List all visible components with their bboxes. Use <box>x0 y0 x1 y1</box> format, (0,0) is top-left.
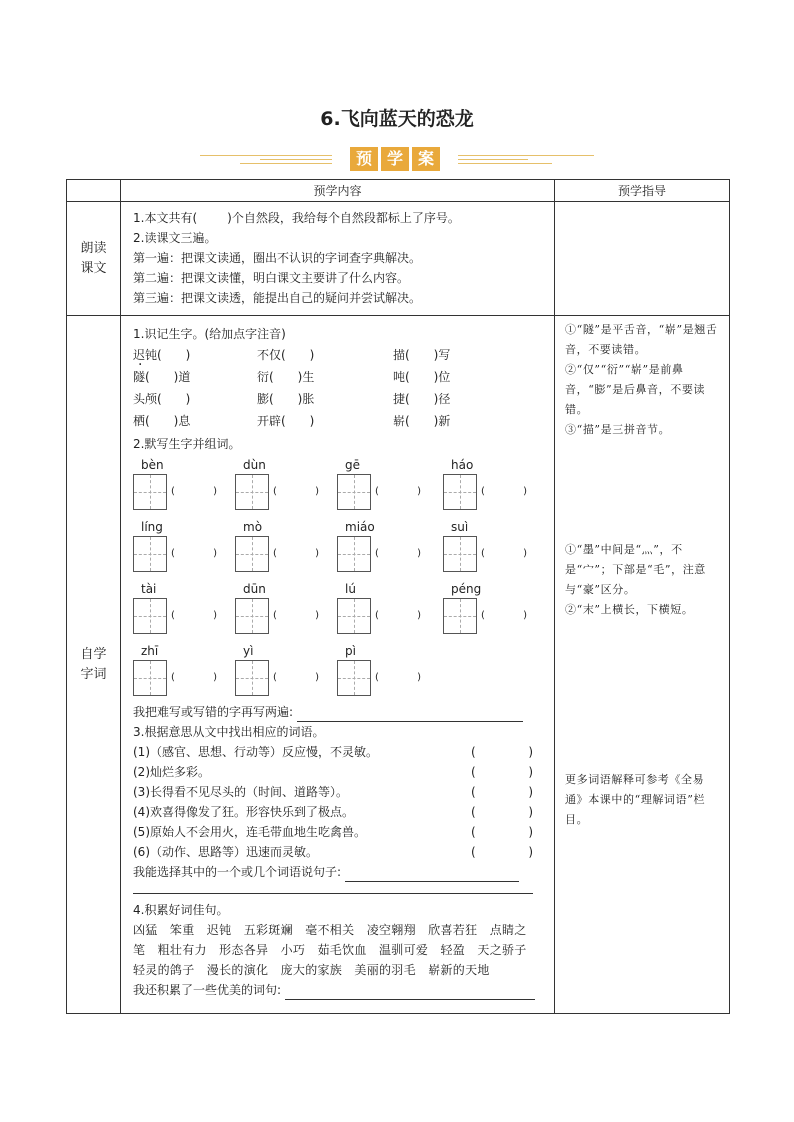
first-reading: 第一遍：把课文读通，圈出不认识的字词查字典解决。 <box>133 251 422 265</box>
self-study-content <box>121 316 555 1014</box>
study-table <box>66 179 730 1014</box>
char-item: 头颅( ) <box>133 392 191 406</box>
paragraph-count-question: 1.本文共有( )个自然段，我给每个自然段都标上了序号。 <box>133 211 460 225</box>
section-2-title: 2.默写生字并组词。 <box>133 437 241 451</box>
pinyin-row <box>133 456 544 516</box>
answer-parens[interactable]: ( ) <box>471 765 533 779</box>
section-banner <box>200 145 594 173</box>
char-item: 衍( )生 <box>257 370 315 384</box>
header-content: 预学内容 <box>121 180 555 202</box>
char-item: 膨( )胀 <box>257 392 315 406</box>
row-label-self-study: 自学 字词 <box>67 316 121 1014</box>
writing-box[interactable] <box>443 598 477 634</box>
definition-row: (2)灿烂多彩。 ( ) <box>133 762 544 782</box>
char-item: 开辟( ) <box>257 414 315 428</box>
write-cell: bèn ( ) <box>133 456 235 516</box>
write-cell: líng ( ) <box>133 518 235 578</box>
section-1-title: 1.识记生字。(给加点字注音) <box>133 327 286 341</box>
guide-note: ②“仅”“衍”“崭”是前鼻音，“膨”是后鼻音，不要读错。 <box>565 363 706 416</box>
writing-box[interactable] <box>133 536 167 572</box>
write-cell: háo ( ) <box>443 456 547 516</box>
guide-note: ②“末”上横长，下横短。 <box>565 603 694 616</box>
definition-row: (4)欢喜得像发了狂。形容快乐到了极点。 ( ) <box>133 802 544 822</box>
section-4-title: 4.积累好词佳句。 <box>133 903 229 917</box>
writing-box[interactable] <box>235 474 269 510</box>
answer-parens[interactable]: ( ) <box>471 745 533 759</box>
char-item: 隧( )道 <box>133 370 191 384</box>
answer-parens[interactable]: ( ) <box>471 825 533 839</box>
row-label-reading: 朗读 课文 <box>67 202 121 316</box>
write-cell: suì ( ) <box>443 518 547 578</box>
writing-box[interactable] <box>443 474 477 510</box>
answer-parens[interactable]: ( ) <box>471 785 533 799</box>
rewrite-line: 我把难写或写错的字再写两遍: <box>133 702 544 722</box>
write-cell: zhī ( ) <box>133 642 235 702</box>
writing-box[interactable] <box>443 536 477 572</box>
sentence-answer-line[interactable] <box>345 868 519 882</box>
corner-cell <box>67 180 121 202</box>
writing-box[interactable] <box>133 474 167 510</box>
definition-row: (6)（动作、思路等）迅速而灵敏。 ( ) <box>133 842 544 862</box>
accumulate-answer-line[interactable] <box>285 986 535 1000</box>
char-item: 不仅( ) <box>257 348 315 362</box>
third-reading: 第三遍：把课文读透，能提出自己的疑问并尝试解决。 <box>133 291 422 305</box>
writing-box[interactable] <box>133 598 167 634</box>
guide-note: ①“隧”是平舌音，“崭”是翘舌音，不要读错。 <box>565 323 718 356</box>
char-item: 栖( )息 <box>133 414 191 428</box>
pinyin-row <box>133 642 544 702</box>
definition-row: (1)（感官、思想、行动等）反应慢，不灵敏。 ( ) <box>133 742 544 762</box>
good-words: 凶猛 笨重 迟钝 五彩斑斓 毫不相关 凌空翱翔 欣喜若狂 点睛之 笔 粗壮有力 形态各异 小巧 茹毛饮血 温驯可爱 轻盈 天之骄子 轻灵的鸽子 漫长的演化 庞大的家族 美丽的羽毛 崭新的天地 <box>133 923 527 977</box>
char-item: 捷( )径 <box>393 392 451 406</box>
answer-parens[interactable]: ( ) <box>471 805 533 819</box>
sentence-line: 我能选择其中的一个或几个词语说句子: <box>133 862 544 882</box>
second-reading: 第二遍：把课文读懂，明白课文主要讲了什么内容。 <box>133 271 410 285</box>
reading-content <box>121 202 555 316</box>
write-cell: yì ( ) <box>235 642 337 702</box>
writing-box[interactable] <box>133 660 167 696</box>
writing-box[interactable] <box>337 660 371 696</box>
page-title: 6.飞向蓝天的恐龙 <box>320 108 474 130</box>
banner-char-3: 案 <box>412 147 440 171</box>
write-cell: pì ( ) <box>337 642 443 702</box>
answer-parens[interactable]: ( ) <box>471 845 533 859</box>
guide-note: ③“描”是三拼音节。 <box>565 423 671 436</box>
writing-box[interactable] <box>337 474 371 510</box>
banner-char-1: 预 <box>350 147 378 171</box>
char-item: 吨( )位 <box>393 370 451 384</box>
guide-note: ①“墨”中间是“灬”，不是“宀”；下部是“毛”，注意与“豪”区分。 <box>565 543 706 596</box>
write-cell: lú ( ) <box>337 580 443 640</box>
writing-box[interactable] <box>235 660 269 696</box>
char-grid <box>133 344 544 432</box>
definition-row: (5)原始人不会用火，连毛带血地生吃禽兽。 ( ) <box>133 822 544 842</box>
pinyin-row <box>133 518 544 578</box>
reading-guide <box>555 202 730 316</box>
accumulate-line: 我还积累了一些优美的词句: <box>133 980 544 1000</box>
writing-box[interactable] <box>235 536 269 572</box>
definition-row: (3)长得看不见尽头的（时间、道路等）。 ( ) <box>133 782 544 802</box>
section-3-title: 3.根据意思从文中找出相应的词语。 <box>133 725 325 739</box>
pinyin-row <box>133 580 544 640</box>
write-cell: miáo ( ) <box>337 518 443 578</box>
write-cell: dùn ( ) <box>235 456 337 516</box>
sentence-answer-line-2[interactable] <box>133 882 533 894</box>
write-cell: dūn ( ) <box>235 580 337 640</box>
writing-box[interactable] <box>337 598 371 634</box>
char-item: 崭( )新 <box>393 414 451 428</box>
self-study-guide <box>555 316 730 1014</box>
header-guide: 预学指导 <box>555 180 730 202</box>
writing-box[interactable] <box>235 598 269 634</box>
write-cell: gē ( ) <box>337 456 443 516</box>
write-cell: tài ( ) <box>133 580 235 640</box>
banner-char-2: 学 <box>381 147 409 171</box>
guide-note: 更多词语解释可参考《全易通》本课中的“理解词语”栏目。 <box>565 773 706 826</box>
write-cell: mò ( ) <box>235 518 337 578</box>
read-three-times: 2.读课文三遍。 <box>133 231 217 245</box>
char-item: 迟钝( ) · <box>133 344 257 366</box>
writing-box[interactable] <box>337 536 371 572</box>
rewrite-answer-line[interactable] <box>297 708 523 722</box>
write-cell: péng ( ) <box>443 580 547 640</box>
char-item: 描( )写 <box>393 348 451 362</box>
